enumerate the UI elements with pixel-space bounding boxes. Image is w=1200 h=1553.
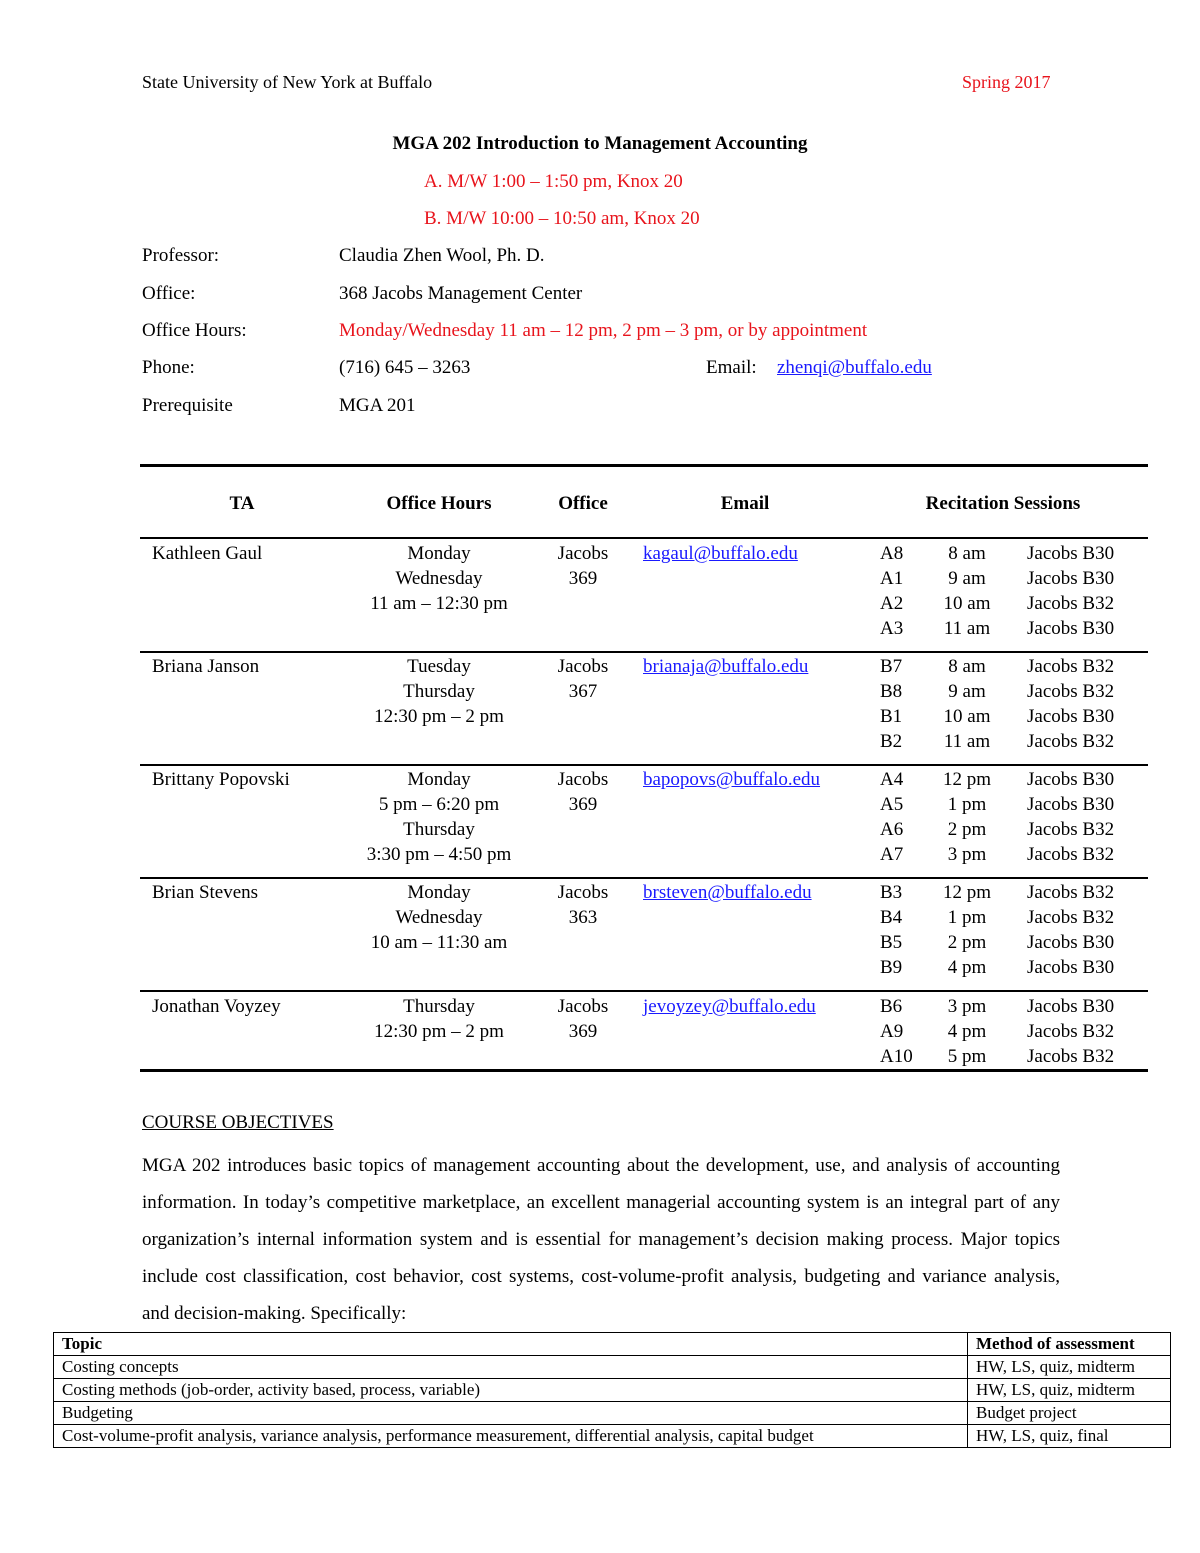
method-cell: HW, LS, quiz, final [968,1425,1171,1448]
ta-office-line: 367 [568,681,598,702]
recitation-time: 1 pm [947,907,987,928]
section-a: A. M/W 1:00 – 1:50 pm, Knox 20 [424,171,683,192]
ta-table-header-rule [140,537,1148,539]
ta-name: Brittany Popovski [152,769,290,790]
ta-table-top-rule [140,464,1148,467]
recitation-time: 11 am [943,731,991,752]
topics-table [53,1332,1171,1448]
ta-email-link[interactable]: brsteven@buffalo.edu [643,882,812,903]
recitation-time: 9 am [948,681,986,702]
ta-header-recitation-sessions: Recitation Sessions [925,493,1081,514]
ta-office-hours-line: Monday [407,543,471,564]
topic-cell: Budgeting [54,1402,968,1425]
ta-row-divider [140,990,1148,992]
method-cell: Budget project [968,1402,1171,1425]
ta-office-line: 369 [568,568,598,589]
ta-office-hours-line: 12:30 pm – 2 pm [374,706,504,727]
ta-office-hours-line: Thursday [403,681,475,702]
ta-table-bottom-rule [140,1069,1148,1072]
ta-office-hours-line: Monday [407,769,471,790]
recitation-time: 8 am [948,656,986,677]
prerequisite-value: MGA 201 [339,395,416,416]
ta-office-hours-line: 12:30 pm – 2 pm [374,1021,504,1042]
recitation-time: 3 pm [947,844,987,865]
recitation-section: A7 [880,844,904,865]
office-hours: Monday/Wednesday 11 am – 12 pm, 2 pm – 3 pm, or by appointment [339,320,868,341]
recitation-room: Jacobs B32 [1027,656,1115,677]
ta-row-divider [140,651,1148,653]
recitation-time: 8 am [948,543,986,564]
ta-name: Brian Stevens [152,882,259,903]
recitation-room: Jacobs B30 [1027,769,1115,790]
recitation-time: 2 pm [947,819,987,840]
recitation-room: Jacobs B32 [1027,593,1115,614]
recitation-section: A1 [880,568,904,589]
ta-row-divider [140,877,1148,879]
ta-office-hours-line: 5 pm – 6:20 pm [378,794,500,815]
section-b: B. M/W 10:00 – 10:50 am, Knox 20 [424,208,700,229]
phone-number: (716) 645 – 3263 [339,357,471,378]
recitation-room: Jacobs B30 [1027,794,1115,815]
ta-row-divider [140,764,1148,766]
ta-name: Jonathan Voyzey [152,996,281,1017]
course-title: MGA 202 Introduction to Management Accounting [392,133,808,154]
ta-office-line: Jacobs [557,656,609,677]
ta-office-hours-line: Tuesday [407,656,471,677]
recitation-section: A5 [880,794,904,815]
topics-header-topic: Topic [54,1333,968,1356]
ta-email-link[interactable]: kagaul@buffalo.edu [643,543,798,564]
office-label: Office: [142,283,196,304]
table-row [54,1356,1171,1379]
recitation-room: Jacobs B30 [1027,932,1115,953]
phone-label: Phone: [142,357,195,378]
recitation-room: Jacobs B30 [1027,543,1115,564]
objectives-paragraph: MGA 202 introduces basic topics of management accounting about the development, use, and analysis of accounting information. In today’s competitive marketplace, an excellent managerial accounting system is an integral part of any organization’s internal information system and is essential for management’s decision making process. Major topics include cost classification, cost behavior, cost systems, cost-volume-profit analysis, budgeting and variance analysis, and decision-making. Specifically: [142,1155,1060,1324]
ta-office-line: 363 [568,907,598,928]
recitation-time: 3 pm [947,996,987,1017]
topic-cell: Costing methods (job-order, activity based, process, variable) [54,1379,968,1402]
recitation-time: 10 am [943,706,991,727]
recitation-room: Jacobs B32 [1027,1021,1115,1042]
recitation-time: 12 pm [942,882,992,903]
table-row [54,1379,1171,1402]
ta-header-office-hours: Office Hours [386,493,492,514]
recitation-room: Jacobs B32 [1027,731,1115,752]
ta-office-line: 369 [568,1021,598,1042]
recitation-section: B1 [880,706,903,727]
ta-office-line: Jacobs [557,769,609,790]
table-row [54,1425,1171,1448]
topic-cell: Cost-volume-profit analysis, variance analysis, performance measurement, differential analysis, capital budget [54,1425,968,1448]
recitation-section: A8 [880,543,904,564]
recitation-time: 12 pm [942,769,992,790]
recitation-room: Jacobs B32 [1027,882,1115,903]
topics-header-method: Method of assessment [968,1333,1171,1356]
recitation-section: B4 [880,907,903,928]
recitation-time: 5 pm [947,1046,987,1067]
topics-header-row [54,1333,1171,1356]
recitation-room: Jacobs B30 [1027,957,1115,978]
recitation-section: B8 [880,681,903,702]
recitation-section: B6 [880,996,903,1017]
recitation-section: B3 [880,882,903,903]
ta-office-hours-line: Wednesday [395,568,483,589]
recitation-room: Jacobs B30 [1027,706,1115,727]
recitation-room: Jacobs B32 [1027,1046,1115,1067]
recitation-section: A10 [880,1046,913,1067]
office-hours-label: Office Hours: [142,320,247,341]
table-row [54,1402,1171,1425]
professor-name: Claudia Zhen Wool, Ph. D. [339,245,545,266]
ta-office-hours-line: 11 am – 12:30 pm [370,593,508,614]
office-location: 368 Jacobs Management Center [339,283,583,304]
university-name: State University of New York at Buffalo [142,72,433,92]
topic-cell: Costing concepts [54,1356,968,1379]
recitation-time: 4 pm [947,1021,987,1042]
recitation-section: B7 [880,656,903,677]
ta-office-hours-line: Thursday [403,819,475,840]
method-cell: HW, LS, quiz, midterm [968,1356,1171,1379]
recitation-room: Jacobs B32 [1027,907,1115,928]
ta-office-line: 369 [568,794,598,815]
recitation-section: A2 [880,593,904,614]
ta-office-hours-line: 3:30 pm – 4:50 pm [366,844,512,865]
prerequisite-label: Prerequisite [142,395,233,416]
recitation-room: Jacobs B30 [1027,568,1115,589]
ta-name: Kathleen Gaul [152,543,263,564]
method-cell: HW, LS, quiz, midterm [968,1379,1171,1402]
ta-email-link[interactable]: bapopovs@buffalo.edu [643,769,821,790]
ta-header-office: Office [558,493,608,514]
ta-office-line: Jacobs [557,882,609,903]
ta-header-email: Email [720,493,770,514]
recitation-section: A4 [880,769,904,790]
ta-office-hours-line: 10 am – 11:30 am [370,932,508,953]
recitation-time: 10 am [943,593,991,614]
recitation-section: B9 [880,957,903,978]
recitation-section: B5 [880,932,903,953]
professor-email-link[interactable]: zhenqi@buffalo.edu [777,357,932,378]
ta-office-line: Jacobs [557,543,609,564]
ta-email-link[interactable]: brianaja@buffalo.edu [643,656,809,677]
recitation-room: Jacobs B32 [1027,844,1115,865]
professor-label: Professor: [142,245,220,266]
ta-office-hours-line: Monday [407,882,471,903]
ta-name: Briana Janson [152,656,260,677]
recitation-section: A6 [880,819,904,840]
recitation-section: B2 [880,731,903,752]
recitation-section: A9 [880,1021,904,1042]
recitation-time: 9 am [948,568,986,589]
recitation-room: Jacobs B32 [1027,681,1115,702]
ta-email-link[interactable]: jevoyzey@buffalo.edu [643,996,816,1017]
recitation-room: Jacobs B32 [1027,819,1115,840]
recitation-room: Jacobs B30 [1027,618,1115,639]
recitation-time: 1 pm [947,794,987,815]
recitation-time: 11 am [943,618,991,639]
term: Spring 2017 [962,72,1051,92]
recitation-time: 2 pm [947,932,987,953]
email-label: Email: [706,357,757,378]
recitation-time: 4 pm [947,957,987,978]
ta-office-line: Jacobs [557,996,609,1017]
ta-header-ta: TA [229,493,255,514]
ta-office-hours-line: Thursday [403,996,475,1017]
recitation-section: A3 [880,618,904,639]
objectives-title: COURSE OBJECTIVES [142,1112,334,1133]
ta-office-hours-line: Wednesday [395,907,483,928]
recitation-room: Jacobs B30 [1027,996,1115,1017]
